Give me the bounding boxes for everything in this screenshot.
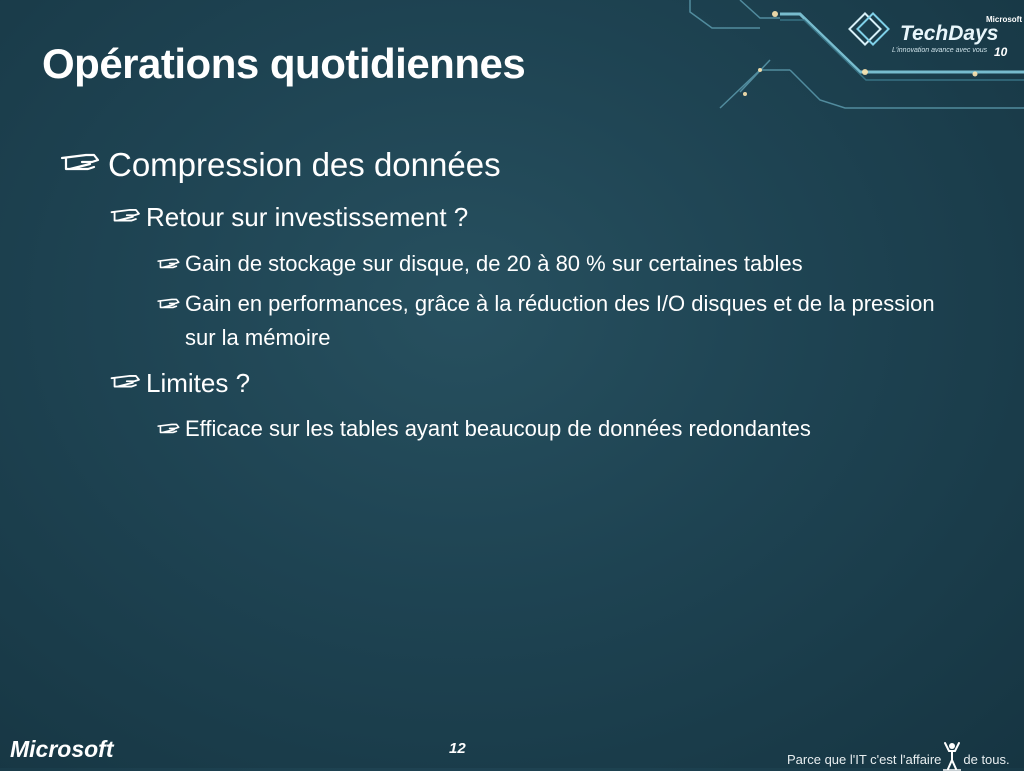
tagline-after: de tous.: [963, 752, 1010, 767]
bullet-compression: [60, 146, 501, 184]
bullet-efficace-text: Efficace sur les tables ayant beaucoup de données redondantes: [185, 416, 811, 441]
bullet-roi: [110, 202, 468, 233]
tagline-before: Parce que l'IT c'est l'affaire: [787, 752, 942, 767]
pointing-hand-icon: [157, 257, 181, 271]
person-arms-up-icon: [943, 741, 961, 771]
footer-tagline: [787, 741, 1010, 767]
techdays-slogan: L'innovation avance avec vous: [892, 47, 988, 54]
pointing-hand-icon: [157, 297, 181, 311]
bullet-gain-perf: [157, 287, 967, 355]
bullet-limites: [110, 368, 250, 399]
pointing-hand-icon: [110, 207, 142, 225]
slide-title: Opérations quotidiennes: [42, 40, 526, 87]
microsoft-footer-logo: [10, 737, 135, 763]
pointing-hand-icon: [157, 422, 181, 436]
bullet-limites-text: Limites ?: [146, 368, 251, 398]
bullet-compression-text: Compression des données: [108, 146, 501, 183]
bullet-gain-stockage: [157, 247, 977, 281]
page-number: 12: [449, 740, 466, 757]
pointing-hand-icon: [60, 152, 102, 174]
bullet-gain-stockage-text: Gain de stockage sur disque, de 20 à 80 % sur certaines tables: [185, 251, 803, 276]
techdays-year: 10: [994, 45, 1008, 59]
bullet-roi-text: Retour sur investissement ?: [146, 202, 469, 232]
bullet-gain-perf-text: Gain en performances, grâce à la réduction des I/O disques et de la pression sur la mémoire: [185, 291, 935, 350]
bullet-efficace: [157, 412, 977, 446]
svg-text:Microsoft: Microsoft: [10, 736, 114, 762]
techdays-brand: Microsoft: [986, 15, 1022, 24]
pointing-hand-icon: [110, 373, 142, 391]
techdays-name: TechDays: [900, 22, 999, 45]
